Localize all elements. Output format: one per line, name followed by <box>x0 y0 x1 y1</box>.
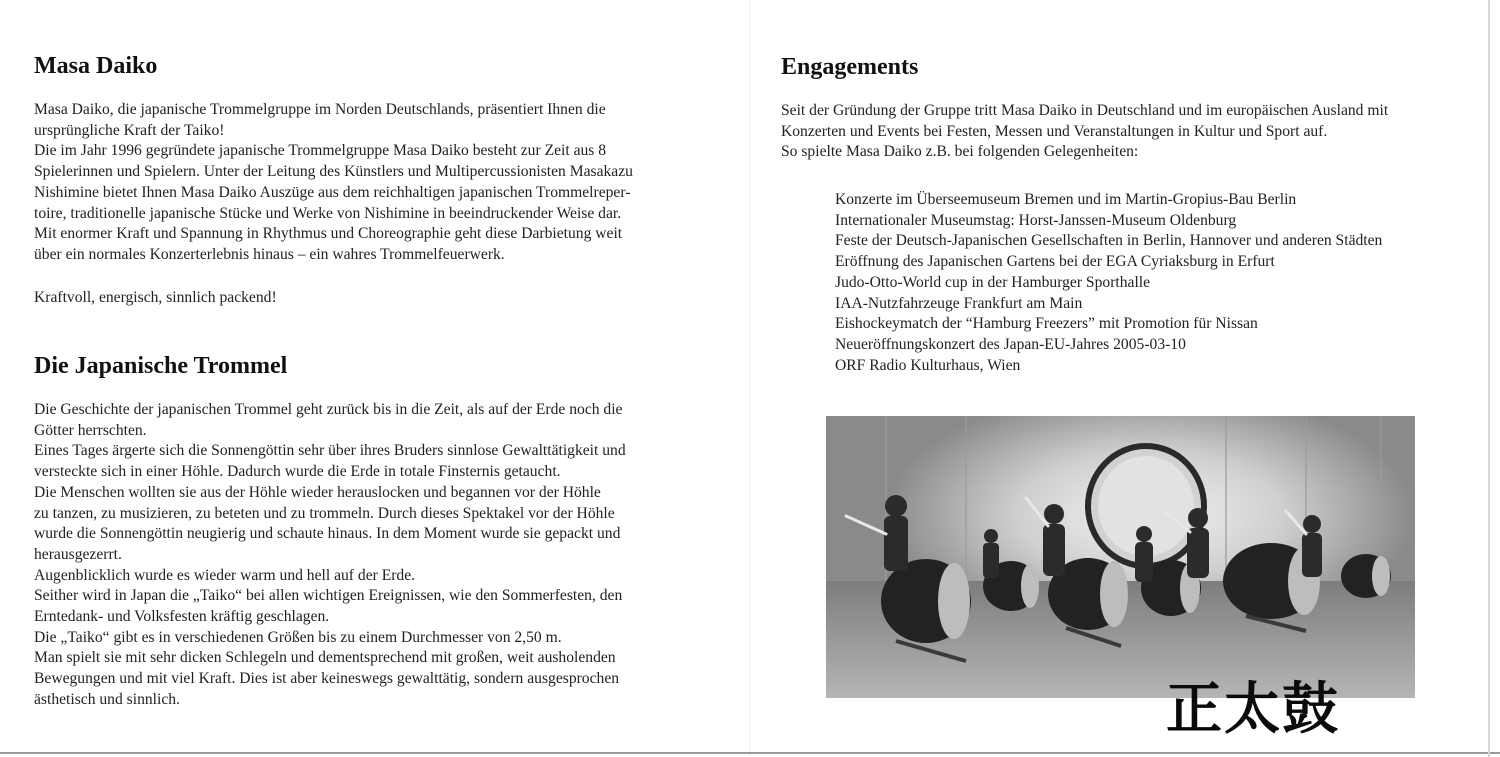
event-item: Judo-Otto-World cup in der Hamburger Sporthalle <box>835 273 1151 291</box>
text-line: versteckte sich in einer Höhle. Dadurch wurde die Erde in totale Finsternis getaucht. <box>34 463 561 481</box>
event-item: Feste der Deutsch-Japanischen Gesellschaften in Berlin, Hannover und anderen Städten <box>835 232 1383 250</box>
text-line: toire, traditionelle japanische Stücke und Werke von Nishimine in beeindruckender Weise dar. <box>34 204 622 222</box>
text-line: Nishimine bietet Ihnen Masa Daiko Auszüge aus dem reichhaltigen japanischen Trommelreper- <box>34 183 631 201</box>
text-line: Konzerten und Events bei Festen, Messen und Veranstaltungen in Kultur und Sport auf. <box>781 122 1328 140</box>
text-line: Spielerinnen und Spielern. Unter der Leitung des Künstlers und Multipercussionisten Masakazu <box>34 163 633 181</box>
text-line: Die Geschichte der japanischen Trommel geht zurück bis in die Zeit, als auf der Erde noch die <box>34 401 623 418</box>
text-line: Bewegungen und mit viel Kraft. Dies ist aber keineswegs gewalttätig, sondern ausgesprochen <box>34 670 620 688</box>
paragraph-masa-daiko <box>34 100 633 266</box>
text-line: Eines Tages ärgerte sich die Sonnengöttin sehr über ihres Bruders sinnlose Gewalttätigkeit und <box>34 442 626 460</box>
taiko-photo-illustration <box>826 416 1415 698</box>
text-line: Masa Daiko, die japanische Trommelgruppe im Norden Deutschlands, präsentiert Ihnen die <box>34 101 606 118</box>
scan-edge-right <box>1488 0 1490 757</box>
text-line: Augenblicklich wurde es wieder warm und hell auf der Erde. <box>34 566 416 584</box>
text-line: Kraftvoll, energisch, sinnlich packend! <box>34 289 277 306</box>
event-item: Eishockeymatch der “Hamburg Freezers” mit Promotion für Nissan <box>835 315 1258 333</box>
text-line: Erntedank- und Volksfesten kräftig geschlagen. <box>34 608 330 626</box>
paragraph-engagements-intro <box>781 101 1388 163</box>
event-item: IAA-Nutzfahrzeuge Frankfurt am Main <box>835 294 1083 312</box>
event-item: Eröffnung des Japanischen Gartens bei der EGA Cyriaksburg in Erfurt <box>835 253 1275 271</box>
text-line: herausgezerrt. <box>34 545 122 563</box>
text-line: So spielte Masa Daiko z.B. bei folgenden Gelegenheiten: <box>781 143 1139 161</box>
text-line: Seit der Gründung der Gruppe tritt Masa Daiko in Deutschland und im europäischen Ausland mit <box>781 102 1389 119</box>
text-line: über ein normales Konzerterlebnis hinaus – ein wahres Trommelfeuerwerk. <box>34 245 505 263</box>
text-line: wurde die Sonnengöttin neugierig und schaute hinaus. In dem Moment wurde sie gepackt und <box>34 525 621 543</box>
left-page <box>0 0 740 757</box>
text-line: Die im Jahr 1996 gegründete japanische Trommelgruppe Masa Daiko besteht zur Zeit aus 8 <box>34 142 607 160</box>
event-item: Konzerte im Überseemuseum Bremen und im Martin-Gropius-Bau Berlin <box>835 191 1297 208</box>
closing-slogan <box>34 288 277 309</box>
event-list <box>835 190 1382 376</box>
text-line: Die Menschen wollten sie aus der Höhle wieder herauslocken und begannen vor der Höhle <box>34 483 601 501</box>
taiko-performance-photo <box>826 416 1415 698</box>
paragraph-trommel <box>34 400 626 711</box>
text-line: Man spielt sie mit sehr dicken Schlegeln und dementsprechend mit großen, weit ausholenden <box>34 649 616 667</box>
event-item: Neueröffnungskonzert des Japan-EU-Jahres 2005-03-10 <box>835 335 1186 353</box>
heading-engagements: Engagements <box>781 54 919 80</box>
heading-japanische-trommel: Die Japanische Trommel <box>34 353 288 379</box>
text-line: Götter herrschten. <box>34 421 147 439</box>
text-line: Die „Taiko“ gibt es in verschiedenen Größen bis zu einem Durchmesser von 2,50 m. <box>34 628 562 646</box>
text-line: zu tanzen, zu musizieren, zu beteten und zu trommeln. Durch dieses Spektakel vor der Höhle <box>34 504 615 522</box>
event-item: ORF Radio Kulturhaus, Wien <box>835 356 1021 374</box>
page-fold <box>749 0 750 757</box>
masa-daiko-kanji-logo: 正太鼓 <box>1166 677 1340 742</box>
event-item: Internationaler Museumstag: Horst-Janssen-Museum Oldenburg <box>835 211 1237 229</box>
text-line: Seither wird in Japan die „Taiko“ bei allen wichtigen Ereignissen, wie den Sommerfesten, den <box>34 587 623 605</box>
text-line: ästhetisch und sinnlich. <box>34 690 180 708</box>
text-line: Mit enormer Kraft und Spannung in Rhythmus und Choreographie geht diese Darbietung weit <box>34 225 623 243</box>
text-line: ursprüngliche Kraft der Taiko! <box>34 121 225 139</box>
heading-masa-daiko: Masa Daiko <box>34 53 158 79</box>
